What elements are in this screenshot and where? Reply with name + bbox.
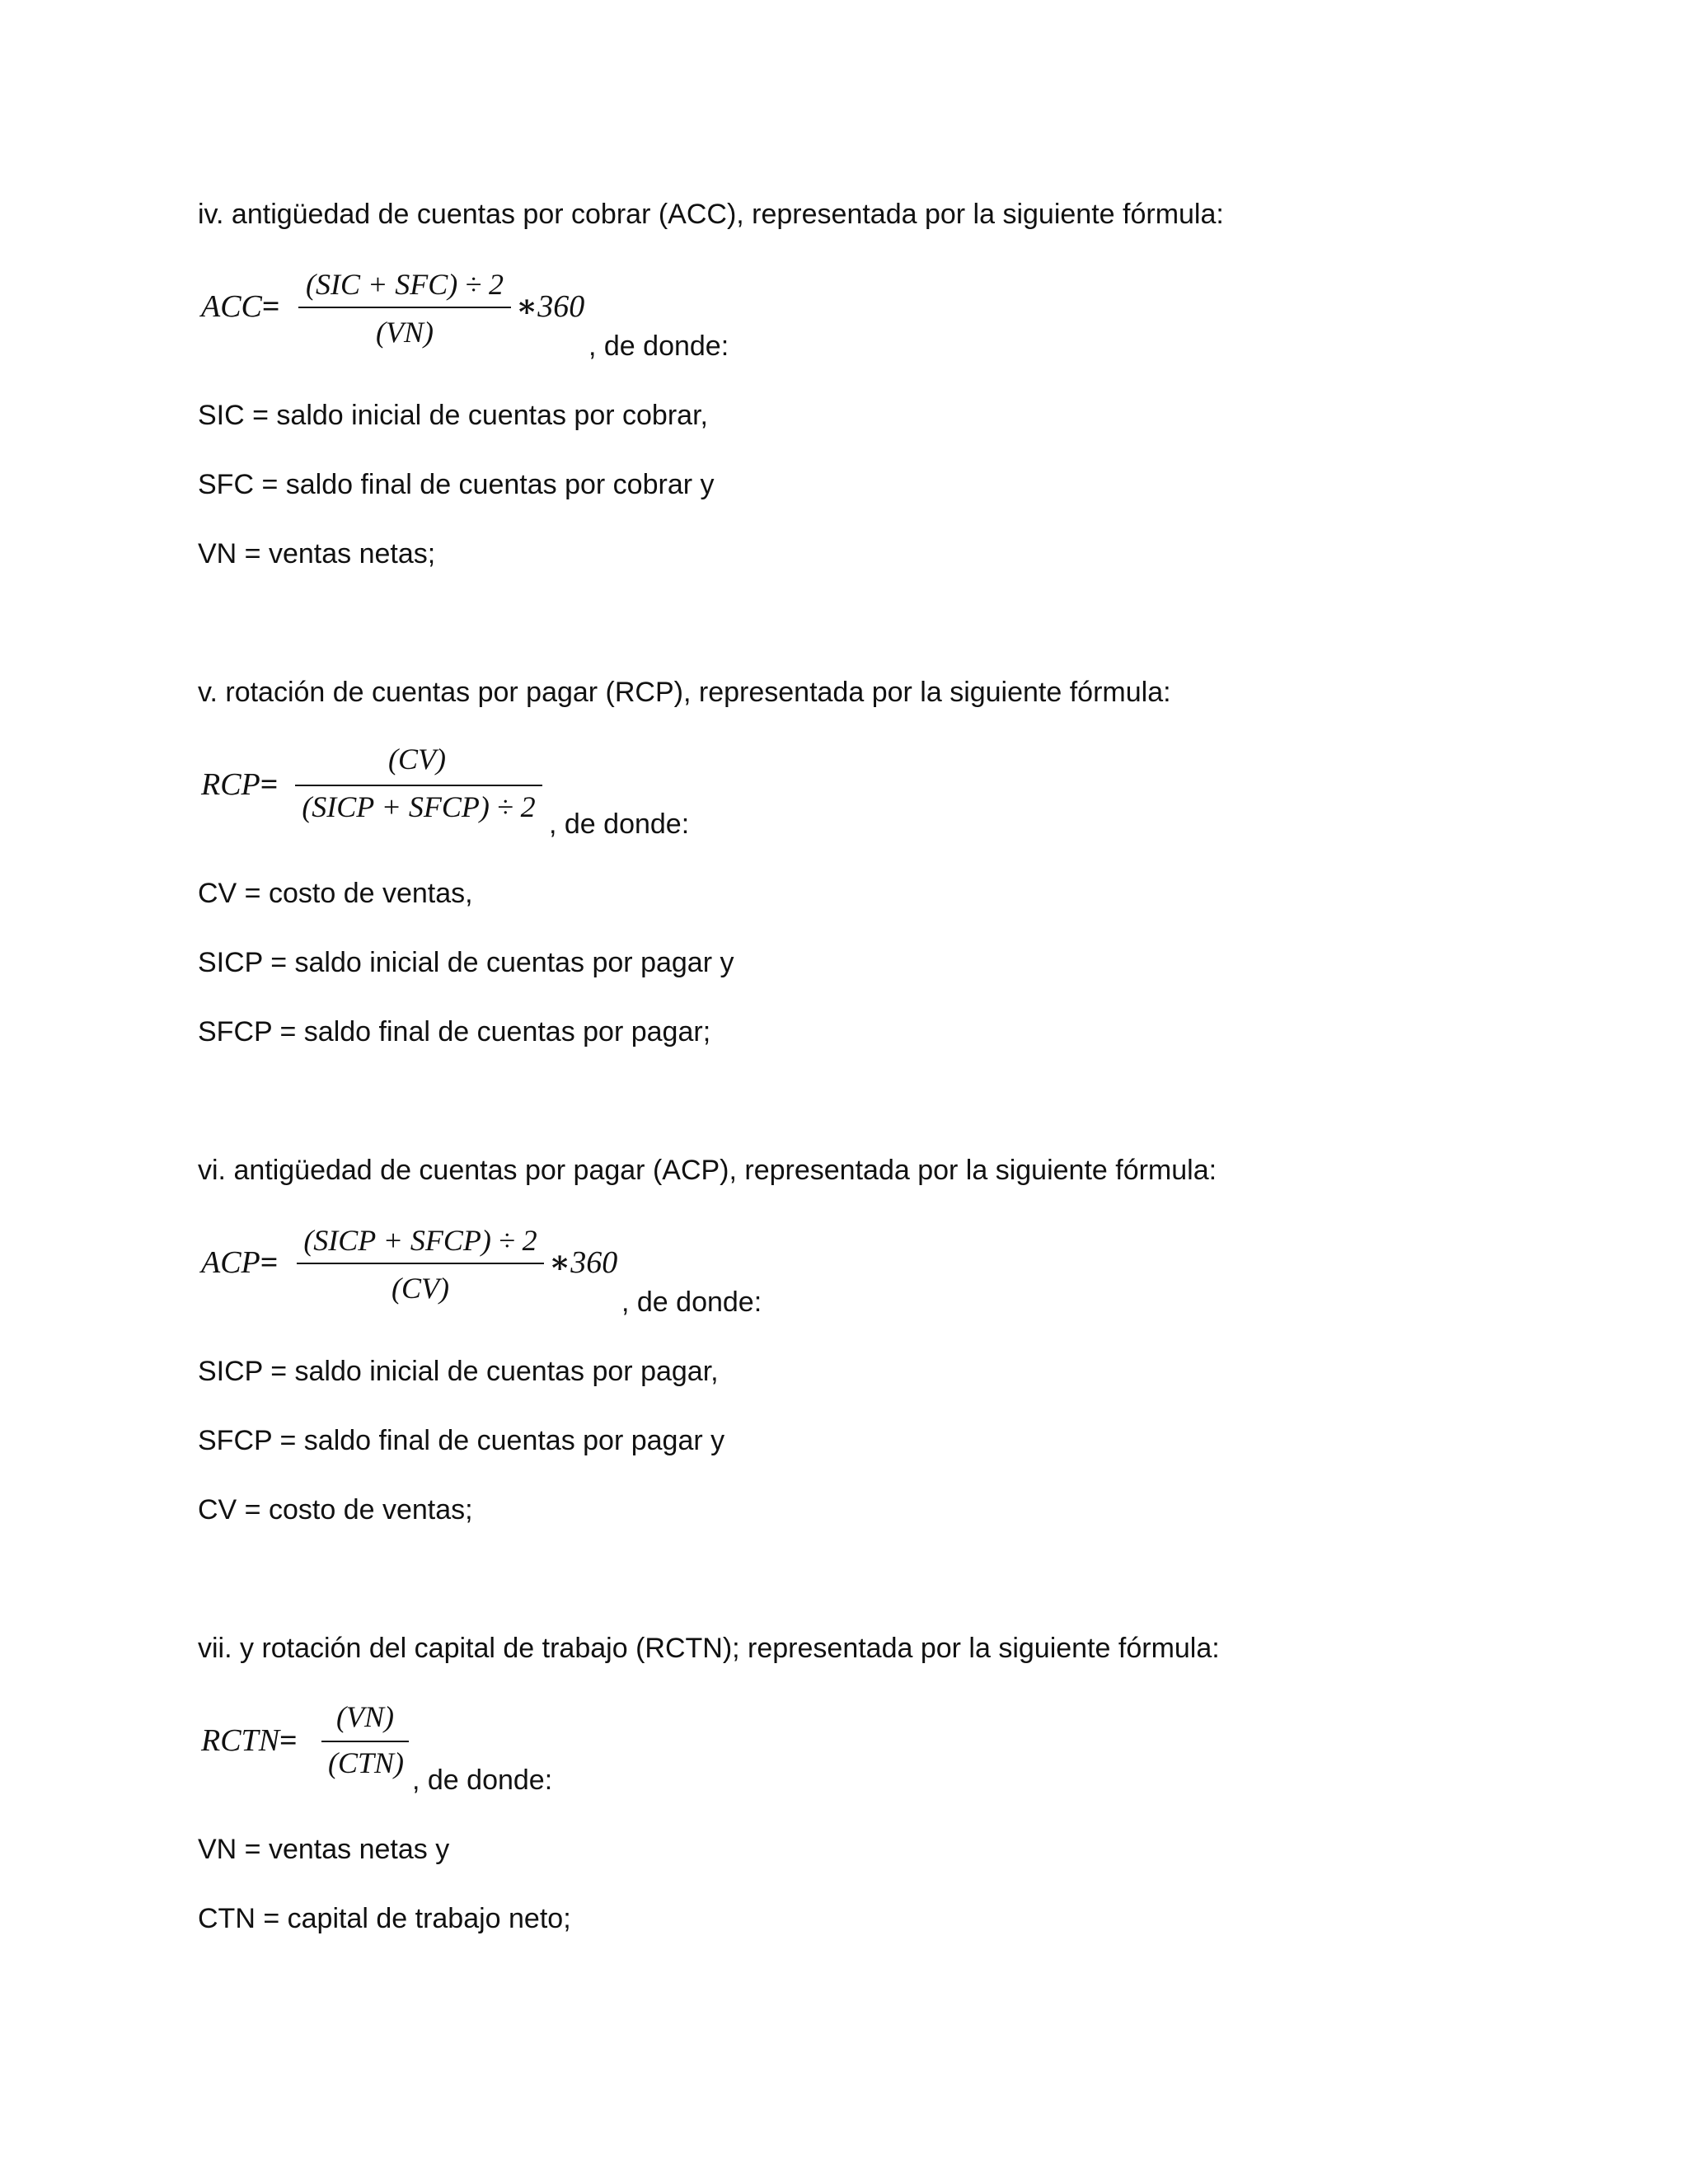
definition-line: SICP = saldo inicial de cuentas por pagar,: [198, 1356, 719, 1387]
definition-line: SIC = saldo inicial de cuentas por cobrar,: [198, 400, 708, 431]
formula-multiplier: ∗360: [516, 289, 585, 324]
formula-numerator: (CV): [388, 743, 446, 776]
section-vi-heading: vi. antigüedad de cuentas por pagar (ACP), representada por la siguiente fórmula:: [198, 1155, 1217, 1186]
definition-line: VN = ventas netas;: [198, 538, 436, 569]
formula-denominator: (SICP + SFCP) ÷ 2: [302, 790, 536, 823]
definition-line: VN = ventas netas y: [198, 1834, 450, 1865]
definition-line: SFCP = saldo final de cuentas por pagar;: [198, 1016, 711, 1047]
formula-multiplier: ∗360: [549, 1245, 618, 1280]
formula-lhs: ACP=: [201, 1245, 279, 1280]
formula-denominator: (CV): [392, 1272, 449, 1305]
fraction-bar: [297, 1263, 544, 1264]
formula-lhs: RCTN=: [201, 1723, 298, 1758]
section-vi-suffix: , de donde:: [621, 1286, 762, 1318]
section-iv-suffix: , de donde:: [588, 330, 729, 362]
formula-lhs: RCP=: [201, 767, 279, 802]
formula-numerator: (SICP + SFCP) ÷ 2: [303, 1224, 537, 1257]
section-vii-heading: vii. y rotación del capital de trabajo (RCTN); representada por la siguiente fórmula:: [198, 1633, 1220, 1664]
section-v-heading: v. rotación de cuentas por pagar (RCP), representada por la siguiente fórmula:: [198, 677, 1171, 708]
definition-line: CV = costo de ventas,: [198, 878, 473, 909]
fraction-bar: [298, 307, 511, 308]
definition-line: CTN = capital de trabajo neto;: [198, 1903, 571, 1934]
formula-numerator: (SIC + SFC) ÷ 2: [305, 268, 504, 301]
fraction-bar: [321, 1741, 409, 1742]
section-iv-heading: iv. antigüedad de cuentas por cobrar (ACC), representada por la siguiente fórmula:: [198, 199, 1224, 230]
definition-line: SFC = saldo final de cuentas por cobrar y: [198, 469, 715, 500]
formula-numerator: (VN): [336, 1700, 394, 1733]
section-vii-suffix: , de donde:: [412, 1765, 553, 1796]
fraction-bar: [295, 785, 542, 786]
formula-denominator: (CTN): [327, 1746, 405, 1779]
definition-line: SICP = saldo inicial de cuentas por pagar y: [198, 947, 734, 978]
formula-denominator: (VN): [376, 316, 434, 349]
definition-line: CV = costo de ventas;: [198, 1494, 473, 1526]
formula-lhs: ACC=: [201, 289, 280, 324]
section-v-suffix: , de donde:: [549, 808, 690, 840]
definition-line: SFCP = saldo final de cuentas por pagar y: [198, 1425, 725, 1456]
